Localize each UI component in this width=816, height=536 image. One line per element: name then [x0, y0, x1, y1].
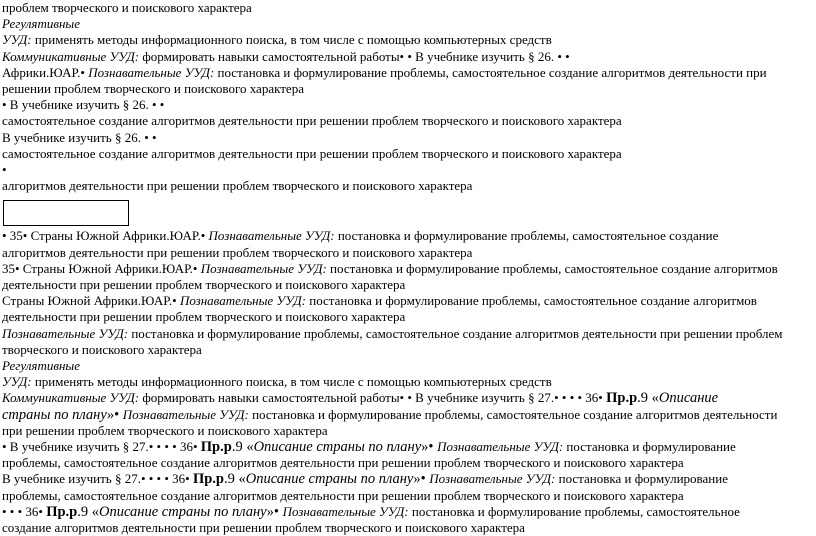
text-line: творческого и поискового характера: [2, 341, 202, 357]
text-line: •: [2, 162, 7, 178]
text-line: проблемы, самостоятельное создание алгоритмов деятельности при решении проблем творческого и поискового характера: [2, 455, 684, 471]
text-line: самостоятельное создание алгоритмов деятельности при решении проблем творческого и поискового характера: [2, 145, 622, 161]
section-label: Регулятивные: [2, 358, 80, 374]
text-line: проблем творческого и поискового характера: [2, 0, 252, 15]
text-line: [2, 326, 814, 342]
text: »•: [413, 471, 430, 488]
text: .9 «: [637, 390, 659, 407]
text-line: [2, 439, 814, 455]
text-line: [2, 407, 814, 423]
text-line: при решении проблем творческого и поискового характера: [2, 422, 328, 438]
text: постановка и формулирование: [555, 471, 728, 487]
term: Познавательные УУД:: [88, 64, 215, 80]
text-line: алгоритмов деятельности при решении проблем творческого и поискового характера: [2, 244, 473, 260]
text: постановка и формулирование проблемы, самостоятельное создание алгоритмов деятельности при решении проблем: [128, 325, 783, 341]
text: постановка и формулирование проблемы, самостоятельное создание алгоритмов деятельности при: [214, 64, 767, 80]
text: применять методы информационного поиска, в том числе с помощью компьютерных средств: [31, 32, 552, 48]
term: УУД:: [2, 374, 32, 390]
text: В учебнике изучить § 27.• • • • 36•: [2, 471, 193, 487]
practical-ref: Пр.р: [192, 471, 224, 488]
text-line: [2, 293, 814, 309]
term: Познавательные УУД:: [208, 228, 335, 244]
text: Африки.ЮАР.•: [2, 64, 89, 80]
text: постановка и формулирование: [563, 439, 736, 455]
term: Познавательные УУД:: [122, 406, 249, 422]
text: • В учебнике изучить § 27.• • • • 36•: [2, 439, 201, 455]
text: постановка и формулирование проблемы, самостоятельное создание: [334, 228, 719, 244]
empty-frame: [3, 200, 129, 226]
text: »•: [266, 503, 283, 520]
text-line: [2, 390, 814, 406]
text-line: деятельности при решении проблем творческого и поискового характера: [2, 309, 406, 325]
text: • • • 36•: [2, 503, 47, 519]
text: »•: [421, 439, 438, 456]
text-line: решении проблем творческого и поискового характера: [2, 81, 304, 97]
text-line: создание алгоритмов деятельности при решении проблем творческого и поискового характера: [2, 520, 525, 536]
text-line: проблемы, самостоятельное создание алгоритмов деятельности при решении проблем творческого и поискового характера: [2, 487, 684, 503]
term: Познавательные УУД:: [282, 503, 409, 519]
text: формировать навыки самостоятельной работы• • В учебнике изучить § 27.• • • • 36•: [139, 390, 607, 406]
practical-title: Описание: [658, 390, 719, 407]
practical-ref: Пр.р: [46, 503, 78, 520]
practical-ref: Пр.р: [200, 439, 232, 456]
text-line: [2, 471, 814, 487]
text: »•: [106, 406, 123, 423]
text-line: деятельности при решении проблем творческого и поискового характера: [2, 277, 406, 293]
text: .9 «: [77, 503, 100, 520]
term: Познавательные УУД:: [429, 471, 556, 487]
term: Коммуникативные УУД:: [2, 48, 140, 64]
practical-title: Описание страны по плану: [99, 503, 267, 520]
text: постановка и формулирование проблемы, самостоятельное создание алгоритмов: [306, 293, 757, 309]
text-line: В учебнике изучить § 26. • •: [2, 129, 157, 145]
term: УУД:: [2, 32, 32, 48]
text-line: [2, 261, 814, 277]
practical-title: Описание страны по плану: [253, 439, 422, 456]
text-line: самостоятельное создание алгоритмов деятельности при решении проблем творческого и поискового характера: [2, 113, 622, 129]
text: формировать навыки самостоятельной работы• • В учебнике изучить § 26. • •: [139, 48, 570, 64]
text-line: [2, 374, 814, 390]
practical-title: Описание страны по плану: [245, 471, 414, 488]
text: 35• Страны Южной Африки.ЮАР.•: [2, 260, 201, 276]
text: Страны Южной Африки.ЮАР.•: [2, 293, 180, 309]
practical-title: страны по плану: [2, 406, 107, 423]
text: применять методы информационного поиска, в том числе с помощью компьютерных средств: [31, 374, 552, 390]
text: • 35• Страны Южной Африки.ЮАР.•: [2, 228, 209, 244]
term: Познавательные УУД:: [437, 439, 564, 455]
text-line: [2, 49, 814, 65]
text-line: [2, 32, 814, 48]
practical-ref: Пр.р: [606, 390, 638, 407]
text: .9 «: [231, 439, 254, 456]
text: постановка и формулирование проблемы, самостоятельное создание алгоритмов деятельности: [248, 406, 778, 422]
text-line: • В учебнике изучить § 26. • •: [2, 97, 165, 113]
term: Познавательные УУД:: [200, 260, 327, 276]
text-line: алгоритмов деятельности при решении проблем творческого и поискового характера: [2, 178, 473, 194]
section-label: Регулятивные: [2, 16, 80, 32]
text-line: [2, 65, 814, 81]
term: Познавательные УУД:: [179, 293, 306, 309]
term: Коммуникативные УУД:: [2, 390, 140, 406]
text: постановка и формулирование проблемы, самостоятельное: [408, 503, 740, 519]
text: .9 «: [224, 471, 246, 488]
term: Познавательные УУД:: [2, 325, 129, 341]
text: постановка и формулирование проблемы, самостоятельное создание алгоритмов: [326, 260, 778, 276]
text-line: [2, 228, 814, 244]
